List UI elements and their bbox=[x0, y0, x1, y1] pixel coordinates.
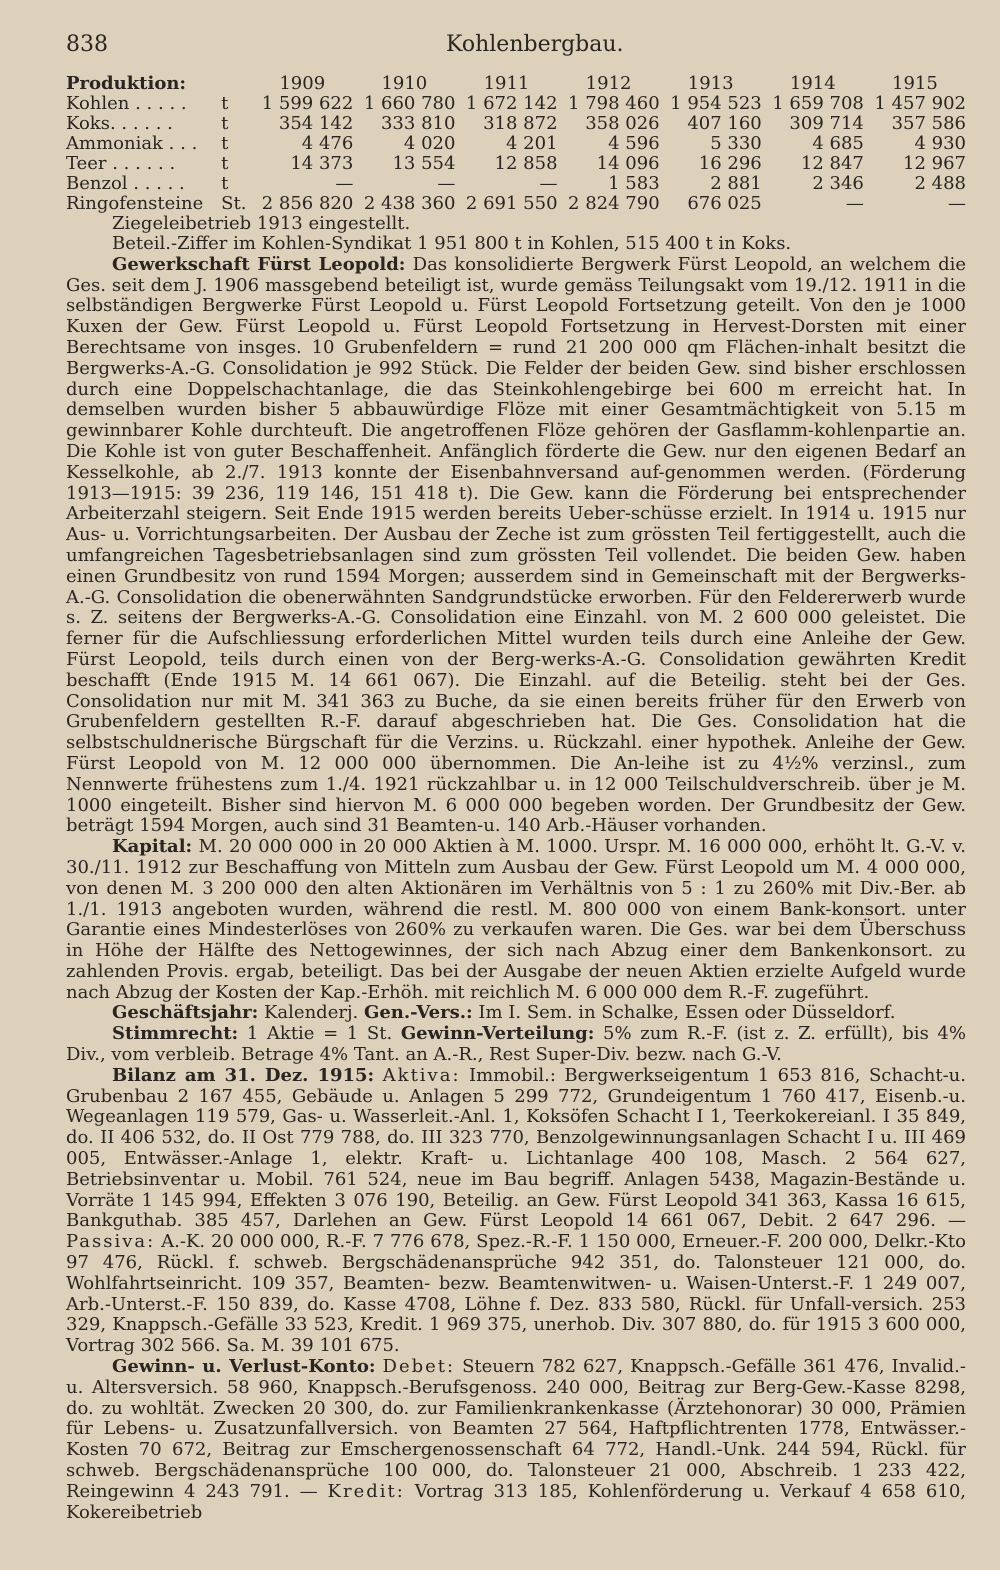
production-value: 1 660 780 bbox=[363, 93, 456, 114]
production-value: 676 025 bbox=[687, 193, 762, 214]
production-value: 318 872 bbox=[483, 113, 558, 134]
production-value: 1 599 622 bbox=[261, 93, 354, 114]
production-value: 13 554 bbox=[392, 153, 456, 174]
production-value: 4 685 bbox=[812, 133, 864, 154]
year-header: 1909 bbox=[279, 73, 326, 94]
production-row bbox=[66, 154, 966, 174]
gewinn-verteilung-heading: Gewinn-Verteilung: bbox=[400, 1023, 595, 1045]
production-value: 358 026 bbox=[585, 113, 660, 134]
production-value: 5 330 bbox=[710, 133, 762, 154]
passiva-label: Passiva: bbox=[66, 1231, 156, 1253]
production-value: 1 457 902 bbox=[874, 93, 966, 114]
production-value: — bbox=[845, 193, 864, 214]
production-row-unit: t bbox=[221, 133, 229, 154]
kredit-label: Kredit: bbox=[327, 1480, 405, 1502]
geschaeftsjahr-heading: Geschäftsjahr: bbox=[112, 1002, 259, 1024]
production-row-label: Kohlen . . . . . bbox=[66, 93, 187, 114]
year-header: 1914 bbox=[789, 73, 836, 94]
production-value: 1 954 523 bbox=[670, 93, 762, 114]
production-value: 1 659 708 bbox=[772, 93, 864, 114]
production-value: 407 160 bbox=[687, 113, 762, 134]
production-row-unit: t bbox=[221, 93, 229, 114]
stimmrecht-paragraph: Stimmrecht: 1 Aktie = 1 St. Gewinn-Verteilung: 5% zum R.-F. (ist z. Z. erfüllt), bis 4% Div., vom verbleib. Betrage 4% Tant. an A.-R., Rest Super-Div. bezw. nach G.-V. bbox=[66, 1023, 966, 1066]
production-value: — bbox=[335, 173, 354, 194]
year-header: 1911 bbox=[483, 73, 530, 94]
aktiva-label: Aktiva: bbox=[382, 1064, 461, 1086]
kapital-paragraph: Kapital: M. 20 000 000 in 20 000 Aktien à M. 1000. Urspr. M. 16 000 000, erhöht lt. G.-V. v. 30./11. 1912 zur Beschaffung von Mitteln zum Ausbau der Gew. Fürst Leopold um M. 4 000 000, von denen M. 3 200 000 den alten Aktionären im Verhältnis von 5 : 1 zu 260% mit Div.-Ber. ab 1./1. 1913 angeboten wurden, während die restl. M. 800 000 von einem Bank-konsort. unter Garantie eines Mindesterlöses von 260% zu verkaufen waren. Die Ges. war bei dem Überschuss in Höhe der Hälfte des Nettogewinnes, der sich nach Abzug einer dem Bankenkonsort. zu zahlenden Provis. ergab, beteiligt. Das bei der Ausgabe der neuen Aktien erzielte Aufgeld wurde nach Abzug der Kosten der Kap.-Erhöh. mit reichlich M. 6 000 000 dem R.-F. zugeführt. bbox=[66, 836, 966, 1003]
production-row-label: Koks. . . . . . bbox=[66, 113, 173, 134]
syndicate-share-paragraph: Beteil.-Ziffer im Kohlen-Syndikat 1 951 800 t in Kohlen, 515 400 t in Koks. bbox=[112, 233, 792, 254]
production-value: 4 930 bbox=[914, 133, 966, 154]
running-title: Kohlenbergbau. bbox=[446, 32, 624, 57]
production-value: 2 856 820 bbox=[261, 193, 354, 214]
production-value: 4 201 bbox=[506, 133, 558, 154]
production-value: 1 583 bbox=[608, 173, 660, 194]
production-value: 14 373 bbox=[290, 153, 354, 174]
production-row-label: Ammoniak . . . bbox=[66, 133, 198, 154]
production-note: Ziegeleibetrieb 1913 eingestellt. bbox=[112, 213, 411, 234]
production-value: 309 714 bbox=[789, 113, 864, 134]
year-header: 1915 bbox=[892, 73, 938, 94]
production-value: 16 296 bbox=[698, 153, 762, 174]
production-value: 357 586 bbox=[891, 113, 966, 134]
year-header: 1913 bbox=[687, 73, 734, 94]
production-row-label: Benzol . . . . . bbox=[66, 173, 185, 194]
gewerkschaft-heading: Gewerkschaft Fürst Leopold: bbox=[112, 253, 406, 275]
gewinn-verlust-paragraph: Gewinn- u. Verlust-Konto: Debet: Steuern 782 627, Knappsch.-Gefälle 361 476, Invalid.- u. Altersversich. 58 960, Knappsch.-Berufsgenoss. 240 000, Beitrag zur Berg-Gew.-Kasse 8298, do. zu wohltät. Zwecken 20 300, do. zur Familienkrankenkasse (Ärztehonorar) 30 000, Prämien für Lebens- u. Zusatzunfallversich. von Beamten 27 564, Haftpflichtrenten 1778, Entwässer.-Kosten 70 672, Beitrag zur Emschergenossenschaft 64 772, Handl.-Unk. 244 594, Rückl. für schweb. Bergschädenansprüche 100 000, do. Talonsteuer 21 000, Abschreib. 1 233 422, Reingewinn 4 243 791. — Kredit: Vortrag 313 185, Kohlenförderung u. Verkauf 4 658 610, Kokereibetrieb bbox=[66, 1356, 966, 1523]
production-value: 12 847 bbox=[800, 153, 864, 174]
bilanz-heading: Bilanz am 31. Dez. 1915: bbox=[112, 1064, 375, 1086]
production-header-row bbox=[66, 74, 966, 94]
production-value: 333 810 bbox=[380, 113, 456, 134]
production-value: 2 438 360 bbox=[363, 193, 456, 214]
production-value: — bbox=[948, 193, 966, 214]
gewerkschaft-paragraph: Gewerkschaft Fürst Leopold: Das konsolidierte Bergwerk Fürst Leopold, an welchem die Ges. seit dem J. 1906 massgebend beteiligt ist, wurde gemäss Teilungsakt vom 19./12. 1911 in die selbständigen Bergwerke Fürst Leopold u. Fürst Leopold Fortsetzung geteilt. Von den je 1000 Kuxen der Gew. Fürst Leopold u. Fürst Leopold Fortsetzung in Hervest-Dorsten mit einer Berechtsame von insges. 10 Grubenfeldern = rund 21 200 000 qm Flächen-inhalt besitzt die Bergwerks-A.-G. Consolidation je 992 Stück. Die Felder der beiden Gew. sind bisher erschlossen durch eine Doppelschachtanlage, die das Steinkohlengebirge bei 600 m erreicht hat. In demselben wurden bisher 5 abbauwürdige Flöze mit einer Gesamtmächtigkeit von 5.15 m gewinnbarer Kohle durchteuft. Die angetroffenen Flöze gehören der Gasflamm-kohlenpartie an. Die Kohle ist von guter Beschaffenheit. Anfänglich förderte die Gew. nur den eigenen Bedarf an Kesselkohle, ab 2./7. 1913 konnte der Eisenbahnversand auf-genommen werden. (Förderung 1913—1915: 39 236, 119 146, 151 418 t). Die Gew. kann die Förderung bei entsprechender Arbeiterzahl steigern. Seit Ende 1915 werden bereits Ueber-schüsse erzielt. In 1914 u. 1915 nur Aus- u. Vorrichtungsarbeiten. Der Ausbau der Zeche ist zum grössten Teil fertiggestellt, auch die umfangreichen Tagesbetriebsanlagen sind zum grössten Teil vollendet. Die beiden Gew. haben einen Grundbesitz von rund 1594 Morgen; ausserdem sind in Gemeinschaft mit der Bergwerks-A.-G. Consolidation die obenerwähnten Sandgrundstücke erworben. Für den Feldererwerb wurde s. Z. seitens der Bergwerks-A.-G. Consolidation eine Einzahl. von M. 2 600 000 geleistet. Die ferner für die Aufschliessung erforderlichen Mittel wurden teils durch eine Anleihe der Gew. Fürst Leopold, teils durch einen von der Berg-werks-A.-G. Consolidation gewährten Kredit beschafft (Ende 1915 M. 14 661 067). Die Einzahl. auf die Beteilig. steht bei der Ges. Consolidation nur mit M. 341 363 zu Buche, da sie einen bereits früher für den Erwerb von Grubenfeldern gestellten R.-F. darauf abgeschrieben hat. Die Ges. Consolidation hat die selbstschuldnerische Bürgschaft für die Verzins. u. Rückzahl. einer hypothek. Anleihe der Gew. Fürst Leopold von M. 12 000 000 übernommen. Die An-leihe ist zu 4½% verzinsl., zum Nennwerte frühestens zum 1./4. 1921 rückzahlbar u. in 12 000 Teilschuldverschreib. über je M. 1000 eingeteilt. Bisher sind hiervon M. 6 000 000 begeben worden. Der Grundbesitz der Gew. beträgt 1594 Morgen, auch sind 31 Beamten-u. 140 Arb.-Häuser vorhanden. bbox=[66, 253, 966, 837]
stimmrecht-heading: Stimmrecht: bbox=[112, 1023, 239, 1045]
production-value: 1 672 142 bbox=[465, 93, 558, 114]
production-value: 2 346 bbox=[812, 173, 864, 194]
production-value: 4 476 bbox=[301, 133, 354, 154]
production-value: — bbox=[539, 173, 558, 194]
production-rows bbox=[66, 94, 966, 214]
production-row-unit: t bbox=[221, 153, 229, 174]
production-value: 2 691 550 bbox=[465, 193, 558, 214]
production-row-label: Teer . . . . . . bbox=[66, 153, 176, 174]
gewinn-verlust-heading: Gewinn- u. Verlust-Konto: bbox=[112, 1356, 376, 1378]
production-row-unit: t bbox=[221, 173, 229, 194]
geschaeftsjahr-paragraph: Geschäftsjahr: Kalenderj. Gen.-Vers.: Im I. Sem. in Schalke, Essen oder Düsseldorf. bbox=[112, 1002, 896, 1024]
production-row bbox=[66, 94, 966, 114]
production-row-unit: t bbox=[221, 113, 229, 134]
debet-label: Debet: bbox=[382, 1356, 456, 1378]
year-header: 1912 bbox=[585, 73, 632, 94]
production-value: — bbox=[437, 173, 456, 194]
production-value: 14 096 bbox=[596, 153, 660, 174]
production-row-unit: St. bbox=[221, 193, 247, 214]
production-value: 4 020 bbox=[403, 133, 456, 154]
production-value: 12 967 bbox=[903, 153, 966, 174]
page-number: 838 bbox=[66, 32, 108, 57]
production-row bbox=[66, 174, 966, 194]
production-value: 2 824 790 bbox=[568, 193, 660, 214]
production-value: 2 881 bbox=[710, 173, 762, 194]
gen-vers-heading: Gen.-Vers.: bbox=[363, 1002, 473, 1024]
production-value: 1 798 460 bbox=[568, 93, 660, 114]
production-value: 2 488 bbox=[914, 173, 966, 194]
production-table bbox=[66, 74, 966, 214]
production-row bbox=[66, 114, 966, 134]
production-row bbox=[66, 134, 966, 154]
production-value: 354 142 bbox=[278, 113, 354, 134]
page-header bbox=[66, 30, 966, 64]
production-label: Produktion: bbox=[66, 73, 187, 94]
year-header: 1910 bbox=[381, 73, 428, 94]
production-value: 12 858 bbox=[494, 153, 558, 174]
bilanz-paragraph: Bilanz am 31. Dez. 1915: Aktiva: Immobil.: Bergwerkseigentum 1 653 816, Schacht-u. Grubenbau 2 167 455, Gebäude u. Anlagen 5 299 772, Grundeigentum 1 760 417, Eisenb.-u. Wegeanlagen 119 579, Gas- u. Wasserleit.-Anl. 1, Koksöfen Schacht I 1, Teerkokereianl. I 35 849, do. II 406 532, do. II Ost 779 788, do. III 323 770, Benzolgewinnungsanlagen Schacht I u. III 469 005, Entwässer.-Anlage 1, elektr. Kraft- u. Lichtanlage 400 108, Masch. 2 564 627, Betriebsinventar u. Mobil. 761 524, neue im Bau begriff. Anlagen 5438, Magazin-Bestände u. Vorräte 1 145 994, Effekten 3 076 190, Beteilig. an Gew. Fürst Leopold 341 363, Kassa 16 615, Bankguthab. 385 457, Darlehen an Gew. Fürst Leopold 14 661 067, Debit. 2 647 296. — Passiva: A.-K. 20 000 000, R.-F. 7 776 678, Spez.-R.-F. 1 150 000, Erneuer.-F. 200 000, Delkr.-Kto 97 476, Rückl. f. schweb. Bergschädenansprüche 942 351, do. Talonsteuer 121 000, do. Wohlfahrtseinricht. 109 357, Beamten- bezw. Beamtenwitwen- u. Waisen-Unterst.-F. 1 249 007, Arb.-Unterst.-F. 150 839, do. Kasse 4708, Löhne f. Dez. 833 580, Rückl. für Unfall-versich. 253 329, Knappsch.-Gefälle 33 523, Kredit. 1 969 375, unerhob. Div. 307 880, do. für 1915 3 600 000, Vortrag 302 566. Sa. M. 39 101 675. bbox=[66, 1064, 966, 1357]
production-row bbox=[66, 194, 966, 214]
production-value: 4 596 bbox=[608, 133, 660, 154]
kapital-heading: Kapital: bbox=[112, 836, 193, 858]
production-row-label: Ringofensteine bbox=[66, 193, 204, 214]
